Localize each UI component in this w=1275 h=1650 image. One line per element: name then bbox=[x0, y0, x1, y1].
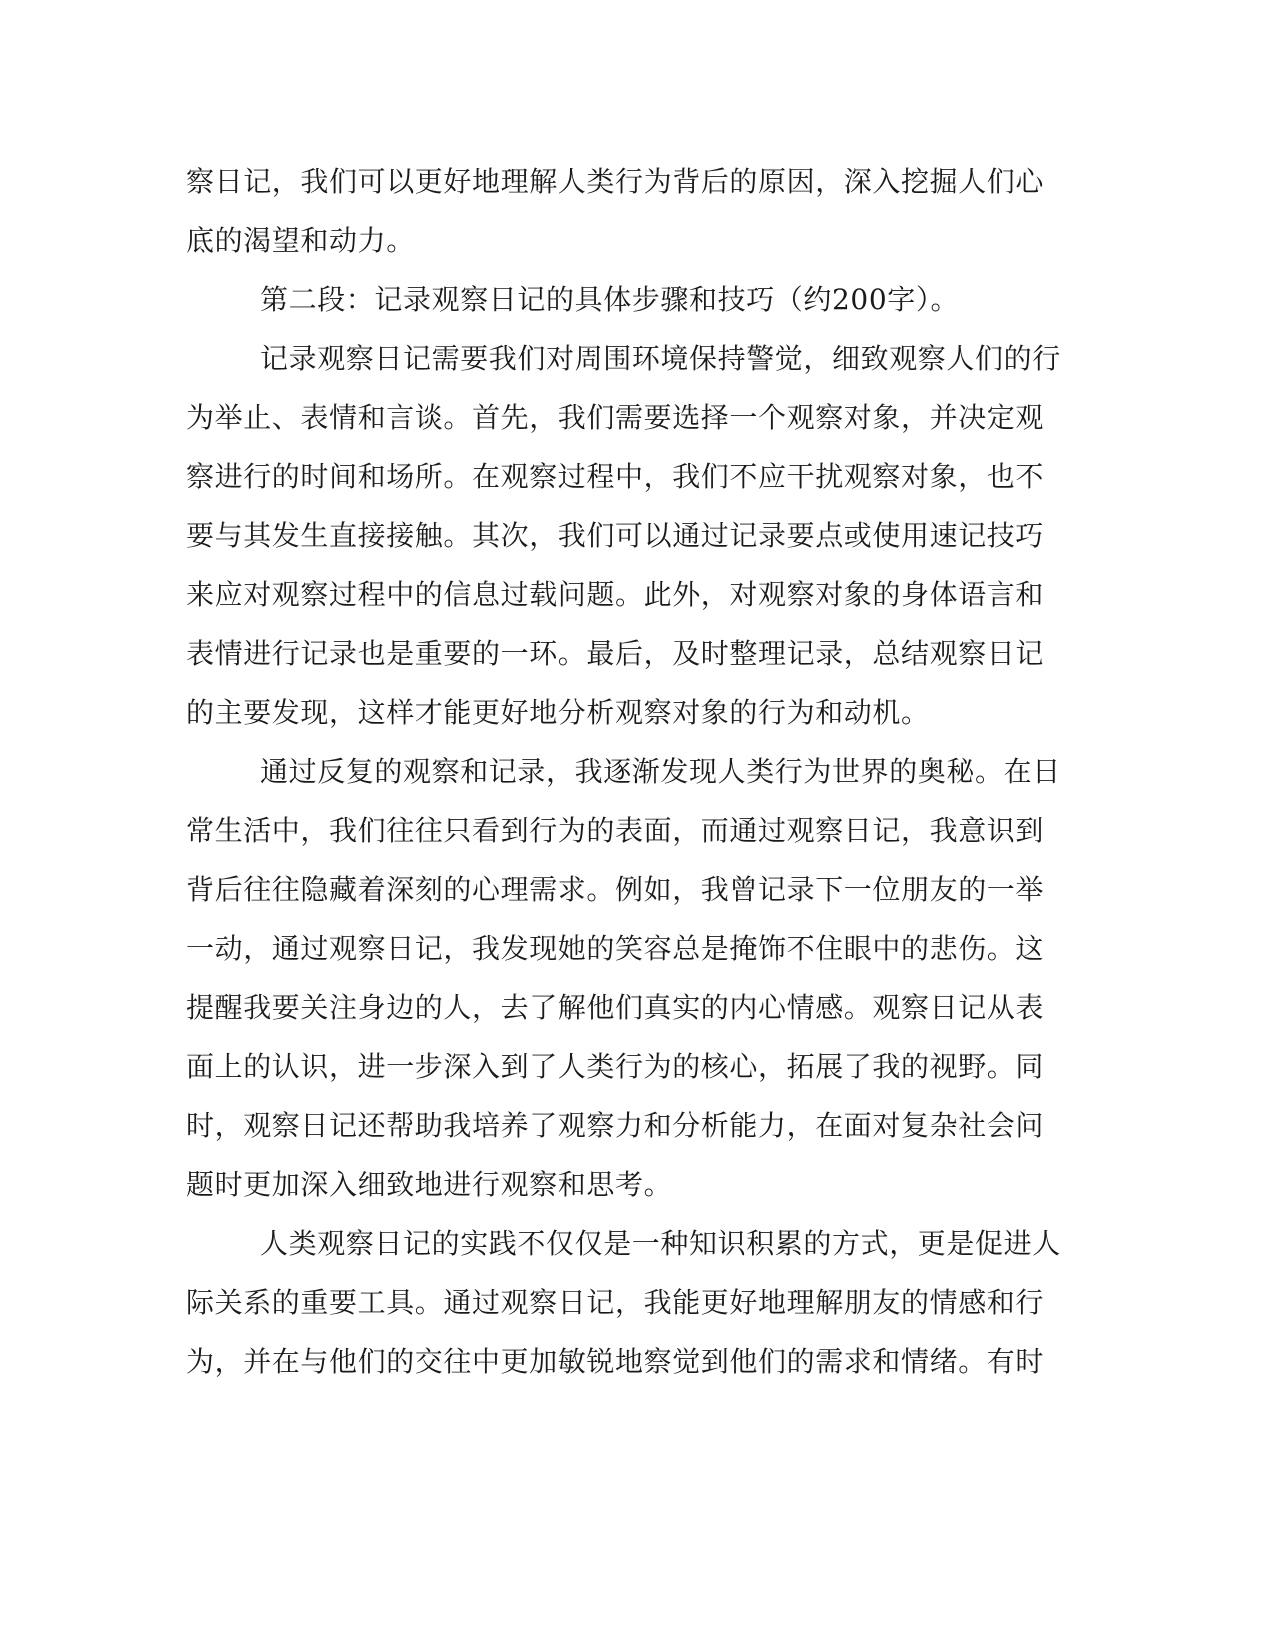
text-line: 面上的认识，进一步深入到了人类行为的核心，拓展了我的视野。同 bbox=[186, 1050, 1045, 1083]
text-line: 的主要发现，这样才能更好地分析观察对象的行为和动机。 bbox=[186, 696, 930, 729]
text-line: 要与其发生直接接触。其次，我们可以通过记录要点或使用速记技巧 bbox=[186, 519, 1045, 552]
text-line: 常生活中，我们往往只看到行为的表面，而通过观察日记，我意识到 bbox=[186, 814, 1045, 847]
text-line: 来应对观察过程中的信息过载问题。此外，对观察对象的身体语言和 bbox=[186, 578, 1045, 611]
text-line: 际关系的重要工具。通过观察日记，我能更好地理解朋友的情感和行 bbox=[186, 1286, 1045, 1319]
text-line: 提醒我要关注身边的人，去了解他们真实的内心情感。观察日记从表 bbox=[186, 991, 1045, 1024]
text-line: 表情进行记录也是重要的一环。最后，及时整理记录，总结观察日记 bbox=[186, 637, 1045, 670]
text-line: 一动，通过观察日记，我发现她的笑容总是掩饰不住眼中的悲伤。这 bbox=[186, 932, 1045, 965]
section-heading: 第二段：记录观察日记的具体步骤和技巧（约200字）。 bbox=[260, 283, 960, 316]
text-line: 底的渴望和动力。 bbox=[186, 224, 415, 257]
text-line: 为，并在与他们的交往中更加敏锐地察觉到他们的需求和情绪。有时 bbox=[186, 1345, 1045, 1378]
text-line: 记录观察日记需要我们对周围环境保持警觉，细致观察人们的行 bbox=[260, 342, 1061, 375]
text-line: 人类观察日记的实践不仅仅是一种知识积累的方式，更是促进人 bbox=[260, 1227, 1061, 1260]
text-line: 通过反复的观察和记录，我逐渐发现人类行为世界的奥秘。在日 bbox=[260, 755, 1061, 788]
text-line: 察进行的时间和场所。在观察过程中，我们不应干扰观察对象，也不 bbox=[186, 460, 1045, 493]
text-line: 背后往往隐藏着深刻的心理需求。例如，我曾记录下一位朋友的一举 bbox=[186, 873, 1045, 906]
text-line: 时，观察日记还帮助我培养了观察力和分析能力，在面对复杂社会问 bbox=[186, 1109, 1045, 1142]
text-line: 题时更加深入细致地进行观察和思考。 bbox=[186, 1168, 673, 1201]
text-line: 为举止、表情和言谈。首先，我们需要选择一个观察对象，并决定观 bbox=[186, 401, 1045, 434]
text-line: 察日记，我们可以更好地理解人类行为背后的原因，深入挖掘人们心 bbox=[186, 165, 1045, 198]
